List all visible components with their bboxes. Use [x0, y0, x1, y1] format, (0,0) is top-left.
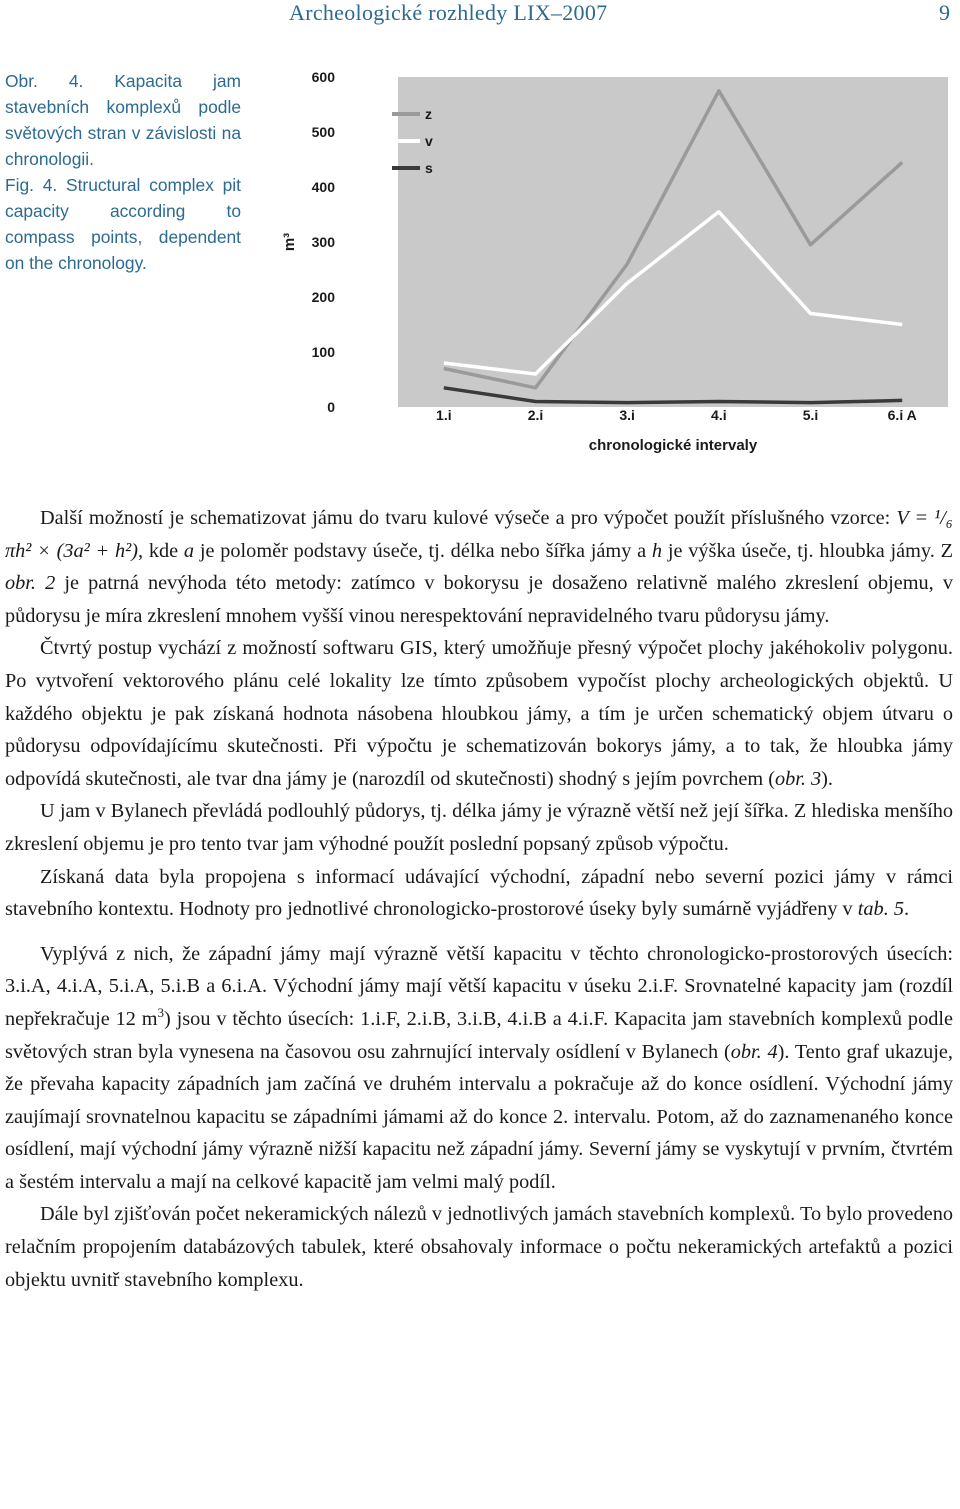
paragraph-6: Dále byl zjišťován počet nekeramických nálezů v jednotlivých jamách stavebních komplexů. To bylo provedeno relačním propojením databázových tabulek, které obsahovaly informace o počtu nekeramických artefaktů a pozici objektu uvnitř stavebního komplexu.	[5, 1203, 953, 1291]
paragraph-2	[5, 632, 953, 795]
ref-obr-2: obr. 2	[5, 572, 56, 595]
paragraph-1	[5, 502, 953, 632]
page-number: 9	[939, 0, 950, 25]
p1-text-a: Další možností je schematizovat jámu do tvaru kulové výseče a pro výpočet použít příslušného vzorce:	[40, 507, 897, 529]
p5-text-a: Vyplývá z nich, že západní jámy mají výrazně větší kapacitu v těchto chronologicko-prostorových úsecích: 3.i.A, 4.i.A, 5.i.A, 5.i.B a 6.i.A. Východní jámy mají větší kapacitu v úseku 2.i.F. Srovnatelné kapacity jam (rozdíl nepřekračuje 12 m	[5, 942, 953, 1030]
x-tick-label: 4.i	[711, 407, 727, 423]
caption-english: Fig. 4. Structural complex pit capacity according to compass points, dependent on the chronology.	[5, 175, 241, 273]
ref-obr-3: obr. 3	[774, 767, 822, 790]
volume-formula: V = ¹/₆ πh² × (3a² + h²)	[5, 507, 953, 562]
chart-svg	[280, 62, 960, 460]
paragraph-3: U jam v Bylanech převládá podlouhlý půdorys, tj. délka jámy je výrazně větší než její šířka. Z hlediska menšího zkreslení objemu je pro tento tvar jam výhodné použít poslední popsaný způsob výpočtu.	[5, 800, 953, 855]
p1-text-b: , kde	[137, 539, 184, 562]
p1-text-c: je poloměr podstavy úseče, tj. délka nebo šířka jámy a	[194, 539, 652, 562]
page-header	[0, 0, 960, 30]
y-tick-label: 600	[311, 69, 335, 85]
p5-text-c: ). Tento graf ukazuje, že převaha kapacity západních jam začíná ve druhém intervalu a pokračuje až do konce osídlení. Východní jámy zaujímají srovnatelnou kapacitu se západními jámami až do konce 2. intervalu. Potom, až do zaznamenaného konce osídlení, mají východní jámy výrazně nižší kapacitu než západní jámy. Severní jámy se vyskytují v prvním, čtvrtém a šestém intervalu a mají na celkové kapacitě jam velmi malý podíl.	[5, 1040, 953, 1193]
y-tick-label: 200	[311, 289, 335, 305]
running-title: Archeologické rozhledy LIX–2007	[289, 0, 608, 25]
p4-text-a: Získaná data byla propojena s informací udávající východní, západní nebo severní pozici jámy v rámci stavebního kontextu. Hodnoty pro jednotlivé chronologicko-prostorové úseky byly sumárně vyjádřeny v	[5, 865, 953, 921]
var-a: a	[183, 539, 195, 562]
x-axis-label: chronologické intervaly	[588, 437, 758, 454]
ref-obr-4: obr. 4	[730, 1040, 778, 1063]
y-tick-label: 500	[311, 124, 335, 140]
legend-label-v: v	[425, 133, 433, 149]
article-body	[5, 502, 953, 1296]
figure-caption	[5, 68, 241, 276]
capacity-line-chart	[280, 62, 960, 460]
x-tick-label: 5.i	[802, 407, 819, 423]
y-tick-label: 100	[311, 344, 335, 360]
y-tick-label: 400	[311, 179, 335, 195]
ref-tab-5: tab. 5	[857, 898, 904, 921]
p5-text-b: ) jsou v těchto úsecích: 1.i.F, 2.i.B, 3.i.B, 4.i.B a 4.i.F. Kapacita jam stavebních komplexů podle světových stran byla vynesena na časovou osu zahrnující intervaly osídlení v Bylanech (	[5, 1007, 953, 1063]
paragraph-4	[5, 861, 953, 926]
p1-text-e: je patrná nevýhoda této metody: zatímco v bokorysu je dosaženo relativně malého zkreslení objemu, v půdorysu je míra zkreslení mnohem vyšší vinou nerespektování nepravidelného tvaru půdorysu jámy.	[5, 572, 953, 627]
legend-label-z: z	[425, 106, 432, 122]
x-tick-label: 2.i	[527, 407, 544, 423]
x-tick-label: 6.i A	[887, 407, 917, 423]
x-tick-label: 1.i	[436, 407, 452, 423]
paragraph-5	[5, 938, 953, 1199]
legend-label-s: s	[425, 160, 433, 176]
y-axis-label: m³	[281, 232, 298, 252]
p4-text-b: .	[903, 898, 910, 921]
var-h: h	[651, 539, 663, 562]
y-tick-label: 300	[311, 234, 335, 250]
y-tick-label: 0	[327, 399, 335, 415]
x-tick-label: 3.i	[619, 407, 635, 423]
plot-area	[398, 77, 948, 407]
p2-end: ).	[821, 767, 833, 790]
p1-text-d: je výška úseče, tj. hloubka jámy. Z	[662, 539, 953, 562]
caption-czech: Obr. 4. Kapacita jam stavebních komplexů podle světových stran v závislosti na chronologii.	[5, 71, 241, 169]
p5-superscript: 3	[157, 1005, 165, 1021]
p2-text: Čtvrtý postup vychází z možností softwaru GIS, který umožňuje přesný výpočet plochy jakéhokoliv polygonu. Po vytvoření vektorového plánu celé lokality lze tímto způsobem vypočíst plochy archeologických objektů. U každého objektu je pak získaná hodnota násobena hloubkou jámy, a tím je určen schematický objem útvaru o půdorysu odpovídajícímu skutečnosti. Při výpočtu je schematizován bokorys jámy, a to tak, že hloubka jámy odpovídá skutečnosti, ale tvar dna jámy je (narozdíl od skutečnosti) shodný s jejím povrchem (	[5, 637, 953, 790]
